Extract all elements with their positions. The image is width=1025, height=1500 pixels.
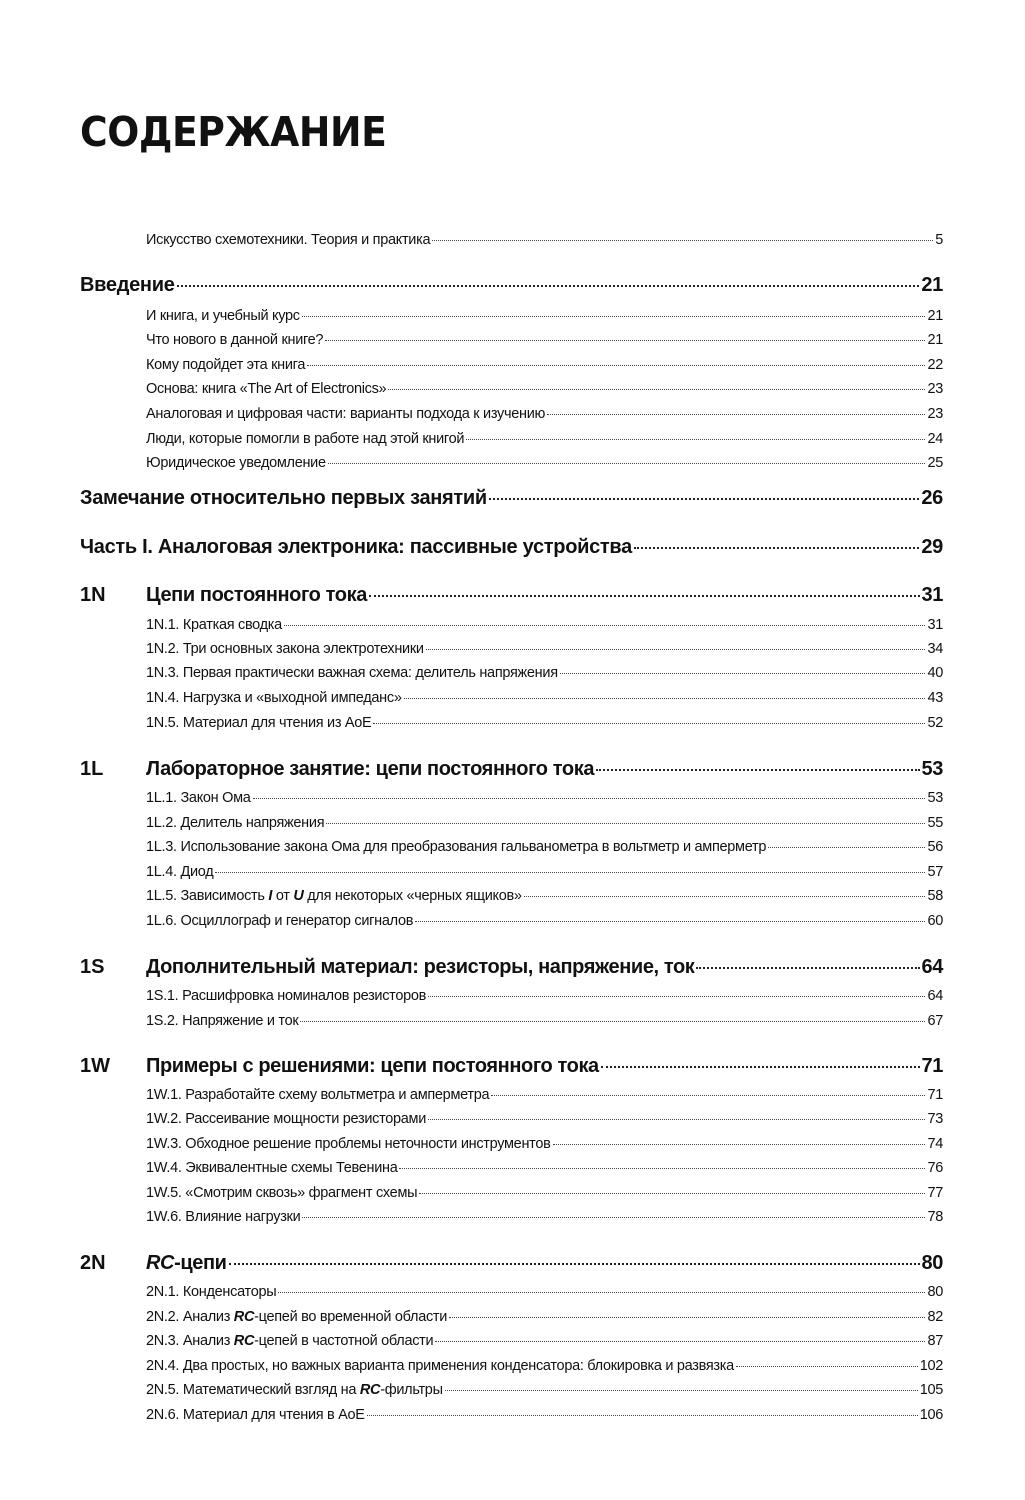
leader-dots xyxy=(284,625,926,626)
toc-page-number: 64 xyxy=(921,956,943,978)
leader-dots xyxy=(768,847,925,848)
leader-dots xyxy=(466,439,925,440)
toc-entry-intro[interactable] xyxy=(146,232,943,256)
toc-entry[interactable] xyxy=(146,381,943,405)
leader-dots xyxy=(367,1415,918,1416)
toc-entry-title: 2N.3. Анализ RC-цепей в частотной области xyxy=(146,1333,434,1349)
toc-entry-title: 2N.4. Два простых, но важных варианта применения конденсатора: блокировка и развязка xyxy=(146,1358,734,1374)
toc-page-number: 31 xyxy=(927,617,943,633)
toc-entry[interactable] xyxy=(146,357,943,381)
leader-dots xyxy=(547,414,925,415)
toc-entry[interactable] xyxy=(146,864,943,888)
toc-entry-title: 1L.2. Делитель напряжения xyxy=(146,815,325,831)
toc-entry[interactable] xyxy=(146,1358,943,1382)
toc-entry-title: 1W.2. Рассеивание мощности резисторами xyxy=(146,1111,427,1127)
leader-dots xyxy=(428,996,925,997)
toc-entry[interactable] xyxy=(146,690,943,714)
toc-heading-title: Замечание относительно первых занятий xyxy=(80,487,487,509)
toc-page-number: 76 xyxy=(927,1160,943,1176)
chapter-title: Цепи постоянного тока xyxy=(146,584,367,606)
toc-entry-title: 1L.6. Осциллограф и генератор сигналов xyxy=(146,913,414,929)
toc-chapter-1n[interactable] xyxy=(146,584,943,614)
chapter-number: 1W xyxy=(80,1055,110,1077)
toc-entry[interactable] xyxy=(146,308,943,332)
toc-entry-title: 1L.3. Использование закона Ома для преобразования гальванометра в вольтметр и амперметр xyxy=(146,839,767,855)
chapter-number: 2N xyxy=(80,1252,106,1274)
leader-dots xyxy=(560,673,926,674)
leader-dots xyxy=(325,340,925,341)
leader-dots xyxy=(328,463,926,464)
toc-entry-title: 2N.6. Материал для чтения в AoE xyxy=(146,1407,365,1423)
toc-entry[interactable] xyxy=(146,839,943,863)
toc-page-number: 106 xyxy=(919,1407,943,1423)
chapter-number: 1N xyxy=(80,584,106,606)
toc-entry-title: 1N.2. Три основных закона электротехники xyxy=(146,641,424,657)
leader-dots xyxy=(445,1390,918,1391)
toc-entry-title: И книга, и учебный курс xyxy=(146,308,300,324)
toc-entry-title: 2N.2. Анализ RC-цепей во временной области xyxy=(146,1309,448,1325)
toc-entry-title: 1S.1. Расшифровка номиналов резисторов xyxy=(146,988,427,1004)
toc-page-number: 73 xyxy=(927,1111,943,1127)
toc-entry[interactable] xyxy=(146,1160,943,1184)
leader-dots xyxy=(435,1341,925,1342)
leader-dots xyxy=(278,1292,925,1293)
toc-page-number: 29 xyxy=(921,536,943,558)
leader-dots xyxy=(428,1119,925,1120)
toc-page-number: 105 xyxy=(919,1382,943,1398)
toc-entry[interactable] xyxy=(146,641,943,665)
toc-entry[interactable] xyxy=(146,815,943,839)
toc-page-number: 87 xyxy=(927,1333,943,1349)
toc-entry-title: 1L.1. Закон Ома xyxy=(146,790,251,806)
toc-entry[interactable] xyxy=(146,715,943,739)
toc-entry[interactable] xyxy=(146,988,943,1012)
toc-entry[interactable] xyxy=(146,431,943,455)
toc-entry[interactable] xyxy=(146,1136,943,1160)
toc-page-number: 21 xyxy=(921,274,943,296)
leader-dots xyxy=(229,1263,920,1265)
toc-page-number: 71 xyxy=(921,1055,943,1077)
toc-page-number: 26 xyxy=(921,487,943,509)
toc-entry-title: 1W.4. Эквивалентные схемы Тевенина xyxy=(146,1160,398,1176)
toc-page-number: 52 xyxy=(927,715,943,731)
toc-entry[interactable] xyxy=(146,1087,943,1111)
chapter-number: 1L xyxy=(80,758,104,780)
leader-dots xyxy=(696,967,919,969)
leader-dots xyxy=(307,365,925,366)
leader-dots xyxy=(373,723,925,724)
toc-entry-title: 1N.5. Материал для чтения из AoE xyxy=(146,715,372,731)
toc-entry-title: Люди, которые помогли в работе над этой книгой xyxy=(146,431,465,447)
leader-dots xyxy=(215,872,925,873)
toc-chapter-1s[interactable] xyxy=(146,956,943,986)
toc-entry-title: 1W.3. Обходное решение проблемы неточности инструментов xyxy=(146,1136,551,1152)
toc-page-number: 102 xyxy=(919,1358,943,1374)
toc-page-number: 60 xyxy=(927,913,943,929)
toc-entry[interactable] xyxy=(146,1209,943,1233)
toc-page-number: 67 xyxy=(927,1013,943,1029)
toc-entry[interactable] xyxy=(146,1382,943,1406)
leader-dots xyxy=(449,1317,925,1318)
toc-page-number: 56 xyxy=(927,839,943,855)
toc-entry[interactable] xyxy=(146,913,943,937)
leader-dots xyxy=(736,1366,918,1367)
toc-page-number: 34 xyxy=(927,641,943,657)
toc-heading-part1[interactable] xyxy=(80,536,943,566)
leader-dots xyxy=(326,823,925,824)
toc-entry-title: 1L.5. Зависимость I от U для некоторых «черных ящиков» xyxy=(146,888,522,904)
toc-entry[interactable] xyxy=(146,332,943,356)
leader-dots xyxy=(177,285,920,287)
toc-entry-title: 1W.6. Влияние нагрузки xyxy=(146,1209,301,1225)
toc-entry[interactable] xyxy=(146,888,943,912)
toc-entry[interactable] xyxy=(146,455,943,479)
toc-entry[interactable] xyxy=(146,406,943,430)
toc-page-number: 77 xyxy=(927,1185,943,1201)
toc-page-number: 24 xyxy=(927,431,943,447)
leader-dots xyxy=(399,1168,925,1169)
toc-entry-title: Что нового в данной книге? xyxy=(146,332,324,348)
chapter-title: Примеры с решениями: цепи постоянного тока xyxy=(146,1055,599,1077)
toc-entry[interactable] xyxy=(146,1013,943,1037)
toc-heading-title: Часть I. Аналоговая электроника: пассивные устройства xyxy=(80,536,632,558)
toc-page-number: 57 xyxy=(927,864,943,880)
leader-dots xyxy=(302,316,926,317)
toc-page-number: 21 xyxy=(927,332,943,348)
toc-entry-title: Кому подойдет эта книга xyxy=(146,357,306,373)
leader-dots xyxy=(302,1217,925,1218)
chapter-title: RC-цепи xyxy=(146,1252,227,1274)
toc-page-number: 31 xyxy=(921,584,943,606)
leader-dots xyxy=(419,1193,925,1194)
leader-dots xyxy=(369,595,920,597)
toc-page-number: 43 xyxy=(927,690,943,706)
chapter-title: Дополнительный материал: резисторы, напряжение, ток xyxy=(146,956,695,978)
toc-entry-title: 1S.2. Напряжение и ток xyxy=(146,1013,299,1029)
toc-entry-title: 2N.1. Конденсаторы xyxy=(146,1284,277,1300)
toc-entry-title: 1N.1. Краткая сводка xyxy=(146,617,282,633)
toc-entry-title: 1N.4. Нагрузка и «выходной импеданс» xyxy=(146,690,402,706)
toc-chapter-1w[interactable] xyxy=(146,1055,943,1085)
toc-entry[interactable] xyxy=(146,617,943,641)
toc-entry-title: 1W.5. «Смотрим сквозь» фрагмент схемы xyxy=(146,1185,418,1201)
toc-entry[interactable] xyxy=(146,1185,943,1209)
toc-entry-title: 2N.5. Математический взгляд на RC-фильтры xyxy=(146,1382,443,1398)
leader-dots xyxy=(489,498,919,500)
leader-dots xyxy=(432,240,933,241)
leader-dots xyxy=(553,1144,926,1145)
toc-entry[interactable] xyxy=(146,1111,943,1135)
toc-entry-title: 1W.1. Разработайте схему вольтметра и амперметра xyxy=(146,1087,490,1103)
toc-page-number: 23 xyxy=(927,406,943,422)
toc-heading-note[interactable] xyxy=(80,487,943,517)
toc-entry[interactable] xyxy=(146,665,943,689)
toc-entry-title: 1L.4. Диод xyxy=(146,864,214,880)
toc-page-number: 58 xyxy=(927,888,943,904)
leader-dots xyxy=(404,698,926,699)
leader-dots xyxy=(601,1066,920,1068)
toc-page-number: 55 xyxy=(927,815,943,831)
chapter-number: 1S xyxy=(80,956,105,978)
toc-page-number: 64 xyxy=(927,988,943,1004)
toc-entry[interactable] xyxy=(146,1333,943,1357)
toc-entry[interactable] xyxy=(146,790,943,814)
leader-dots xyxy=(426,649,926,650)
toc-page-number: 40 xyxy=(927,665,943,681)
toc-page-number: 78 xyxy=(927,1209,943,1225)
toc-heading-introduction[interactable] xyxy=(80,274,943,304)
toc-entry-title: Юридическое уведомление xyxy=(146,455,326,471)
toc-page-number: 71 xyxy=(927,1087,943,1103)
toc-entry[interactable] xyxy=(146,1309,943,1333)
toc-page-number: 82 xyxy=(927,1309,943,1325)
toc-entry[interactable] xyxy=(146,1284,943,1308)
toc-page-number: 53 xyxy=(921,758,943,780)
leader-dots xyxy=(634,547,919,549)
toc-entry-title: Искусство схемотехники. Теория и практика xyxy=(146,232,431,248)
toc-entry-title: Аналоговая и цифровая части: варианты подхода к изучению xyxy=(146,406,546,422)
page-title: СОДЕРЖАНИЕ xyxy=(80,108,387,156)
chapter-title: Лабораторное занятие: цепи постоянного тока xyxy=(146,758,595,780)
leader-dots xyxy=(388,389,925,390)
toc-chapter-2n[interactable] xyxy=(146,1252,943,1282)
toc-page-number: 22 xyxy=(927,357,943,373)
toc-page-number: 80 xyxy=(927,1284,943,1300)
toc-entry-title: 1N.3. Первая практически важная схема: делитель напряжения xyxy=(146,665,558,681)
toc-chapter-1l[interactable] xyxy=(146,758,943,788)
leader-dots xyxy=(415,921,925,922)
toc-page-number: 25 xyxy=(927,455,943,471)
toc-page-number: 53 xyxy=(927,790,943,806)
toc-page-number: 23 xyxy=(927,381,943,397)
toc-heading-title: Введение xyxy=(80,274,175,296)
toc-page-number: 74 xyxy=(927,1136,943,1152)
toc-page-number: 80 xyxy=(921,1252,943,1274)
leader-dots xyxy=(491,1095,925,1096)
toc-page-number: 21 xyxy=(927,308,943,324)
leader-dots xyxy=(596,769,920,771)
leader-dots xyxy=(253,798,926,799)
leader-dots xyxy=(300,1021,925,1022)
toc-entry-title: Основа: книга «The Art of Electronics» xyxy=(146,381,387,397)
leader-dots xyxy=(524,896,926,897)
toc-page-number: 5 xyxy=(935,232,943,248)
toc-entry[interactable] xyxy=(146,1407,943,1431)
